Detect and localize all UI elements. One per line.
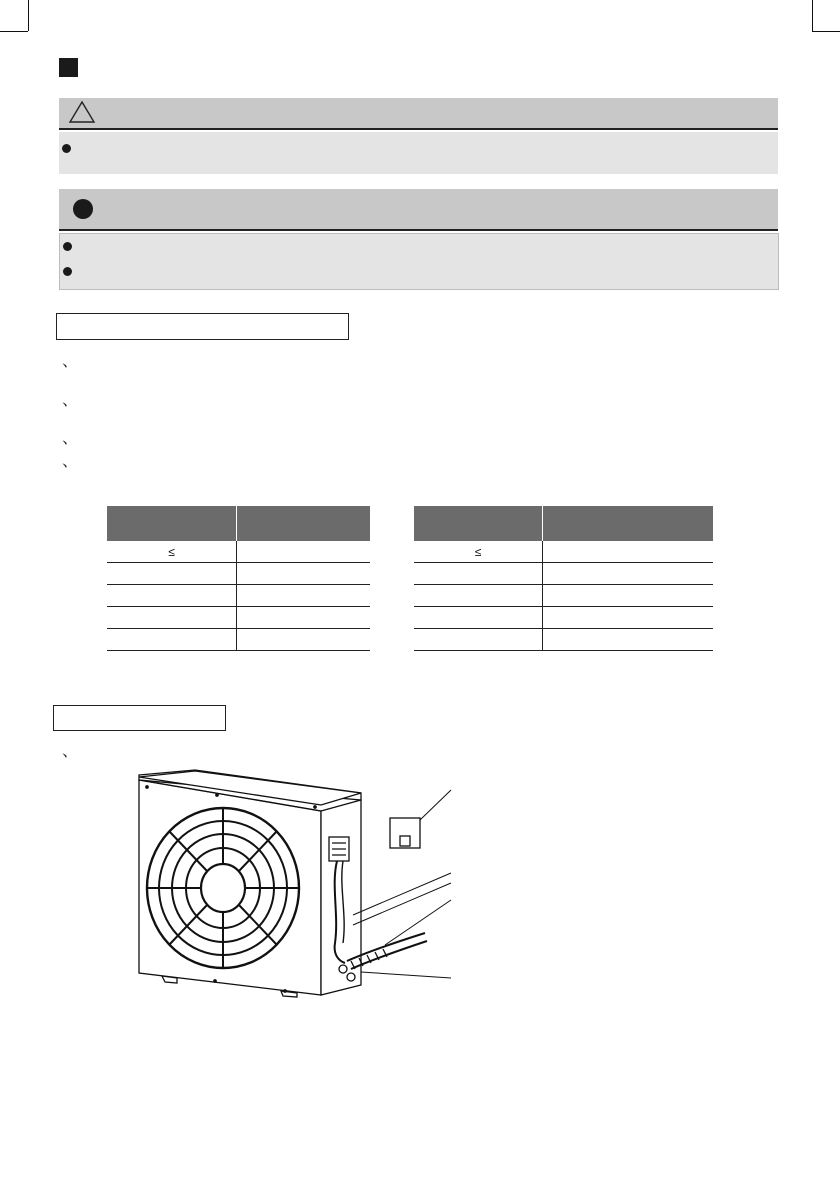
filled-circle-icon xyxy=(72,198,94,220)
table-row xyxy=(107,607,370,629)
crop-mark-top-right-h xyxy=(812,31,840,32)
table-header xyxy=(237,506,371,541)
table-header xyxy=(543,506,714,541)
section2-label-box xyxy=(53,705,226,731)
list-mark-4: 、 xyxy=(62,453,79,470)
caution-bullet-1 xyxy=(63,242,72,251)
table-row: ≤ xyxy=(107,541,370,563)
caution-header xyxy=(59,189,778,231)
caution-body xyxy=(59,233,779,290)
table-row xyxy=(414,629,713,651)
caution-bullet-2 xyxy=(63,267,72,276)
list-mark-2: 、 xyxy=(62,392,79,409)
crop-mark-top-right-v xyxy=(812,0,813,31)
warning-header xyxy=(59,98,778,130)
spec-table-right xyxy=(414,506,713,651)
table-row xyxy=(107,585,370,607)
outdoor-unit-illustration xyxy=(125,765,465,1010)
table-header xyxy=(414,506,543,541)
list-mark-1: 、 xyxy=(62,353,79,370)
section-square-marker xyxy=(59,58,78,77)
table-row: ≤ xyxy=(414,541,713,563)
table-row xyxy=(414,607,713,629)
crop-mark-top-left-v xyxy=(28,0,29,31)
crop-mark-top-left-h xyxy=(0,31,28,32)
table-header xyxy=(107,506,237,541)
table-row xyxy=(107,629,370,651)
warning-triangle-icon xyxy=(68,100,96,124)
table-row xyxy=(107,563,370,585)
table-row xyxy=(414,563,713,585)
section1-label-box xyxy=(56,313,349,340)
warning-body xyxy=(59,132,778,174)
spec-table-left xyxy=(107,506,370,651)
warning-bullet xyxy=(62,144,71,153)
table-row xyxy=(414,585,713,607)
list-mark-3: 、 xyxy=(62,430,79,447)
list-mark-5: 、 xyxy=(62,743,79,760)
